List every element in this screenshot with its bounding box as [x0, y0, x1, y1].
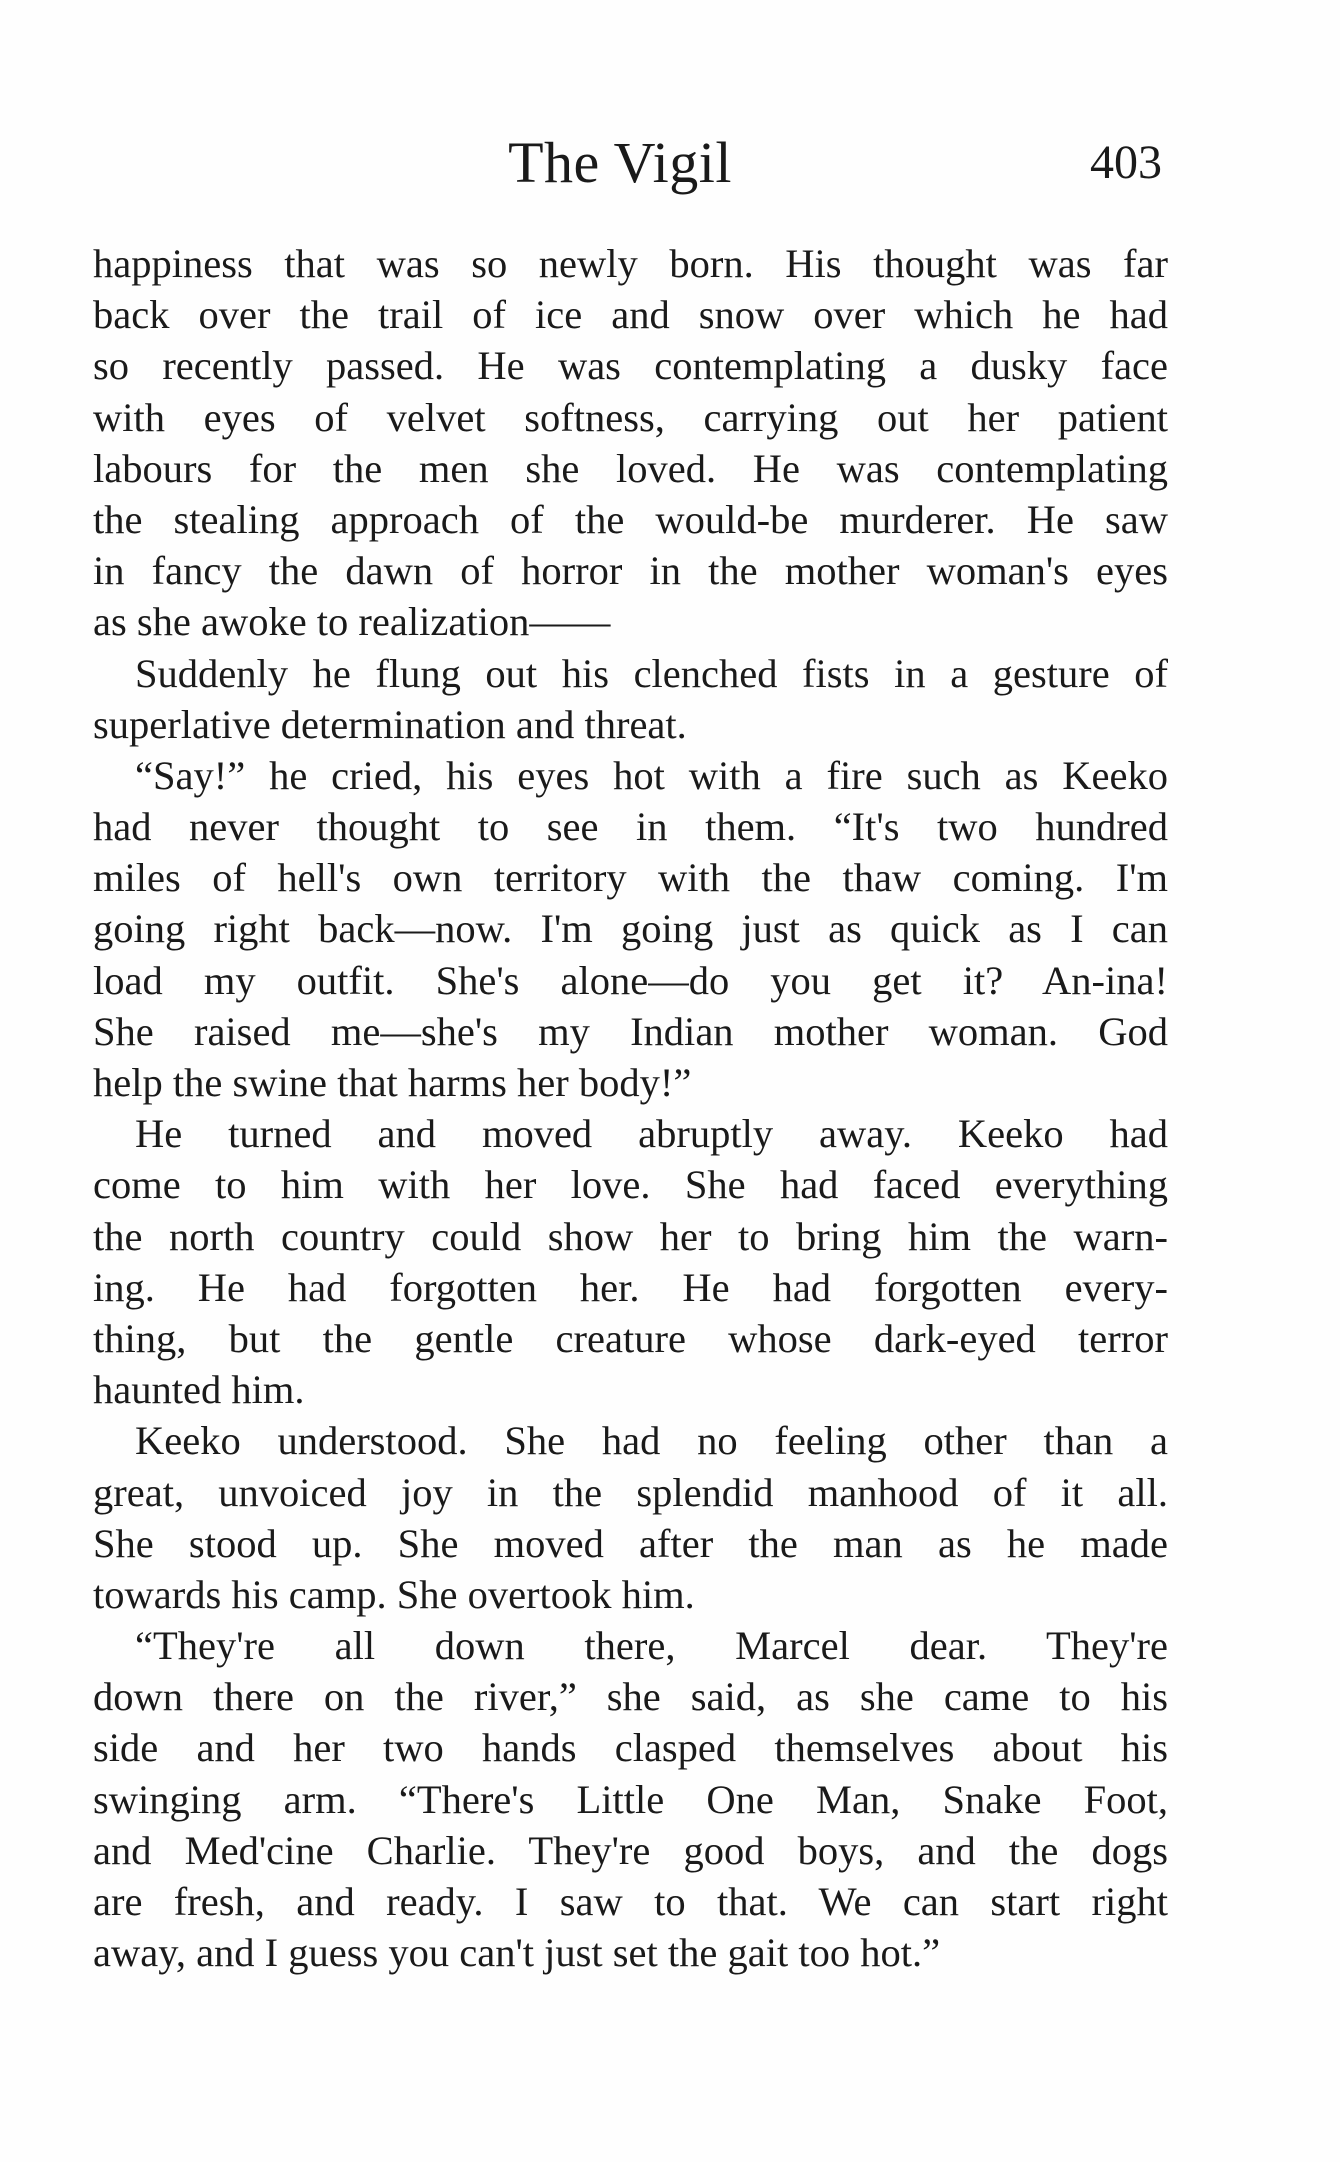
text-line: down there on the river,” she said, as she came to his — [93, 1674, 1168, 1720]
text-line: “They're all down there, Marcel dear. They're — [135, 1623, 1168, 1669]
text-line: swinging arm. “There's Little One Man, Snake Foot, — [93, 1776, 1168, 1822]
text-line: haunted him. — [93, 1367, 305, 1413]
body-text — [93, 238, 1168, 1978]
running-head — [0, 128, 1340, 198]
text-line: so recently passed. He was contemplating a dusky face — [93, 343, 1168, 389]
text-line: labours for the men she loved. He was contemplating — [93, 445, 1168, 491]
text-line: with eyes of velvet softness, carrying out her patient — [93, 394, 1168, 440]
text-line: the north country could show her to bring him the warn- — [93, 1213, 1168, 1259]
text-line: miles of hell's own territory with the thaw coming. I'm — [93, 855, 1168, 901]
text-line: going right back—now. I'm going just as quick as I can — [93, 906, 1168, 952]
text-line: and Med'cine Charlie. They're good boys, and the dogs — [93, 1827, 1168, 1873]
text-line: had never thought to see in them. “It's two hundred — [93, 804, 1168, 850]
text-line: back over the trail of ice and snow over which he had — [93, 292, 1168, 338]
text-line: in fancy the dawn of horror in the mother woman's eyes — [93, 548, 1168, 594]
text-line: are fresh, and ready. I saw to that. We can start right — [93, 1879, 1168, 1924]
text-line: load my outfit. She's alone—do you get it? An-ina! — [93, 957, 1168, 1003]
text-line: come to him with her love. She had faced everything — [93, 1162, 1168, 1208]
text-line: help the swine that harms her body!” — [93, 1060, 692, 1105]
text-line: She raised me—she's my Indian mother woman. God — [93, 1008, 1168, 1054]
text-line: as she awoke to realization—— — [93, 599, 611, 645]
text-line: She stood up. She moved after the man as he made — [93, 1520, 1168, 1566]
text-line: Suddenly he flung out his clenched fists in a gesture of — [135, 650, 1168, 696]
page-number: 403 — [1090, 136, 1162, 189]
text-line: towards his camp. She overtook him. — [93, 1571, 695, 1617]
text-line: side and her two hands clasped themselves about his — [93, 1725, 1168, 1771]
text-line: away, and I guess you can't just set the gait too hot.” — [93, 1930, 941, 1976]
chapter-title: The Vigil — [508, 130, 732, 195]
text-line: He turned and moved abruptly away. Keeko had — [135, 1111, 1168, 1157]
text-line: ing. He had forgotten her. He had forgotten every- — [93, 1264, 1168, 1310]
text-line: great, unvoiced joy in the splendid manhood of it all. — [93, 1469, 1168, 1515]
text-line: “Say!” he cried, his eyes hot with a fire such as Keeko — [135, 752, 1168, 798]
text-line: thing, but the gentle creature whose dark-eyed terror — [93, 1315, 1168, 1361]
text-line: happiness that was so newly born. His thought was far — [93, 241, 1168, 286]
text-line: superlative determination and threat. — [93, 701, 687, 747]
text-line: Keeko understood. She had no feeling other than a — [135, 1418, 1168, 1464]
text-line: the stealing approach of the would-be murderer. He saw — [93, 496, 1168, 542]
